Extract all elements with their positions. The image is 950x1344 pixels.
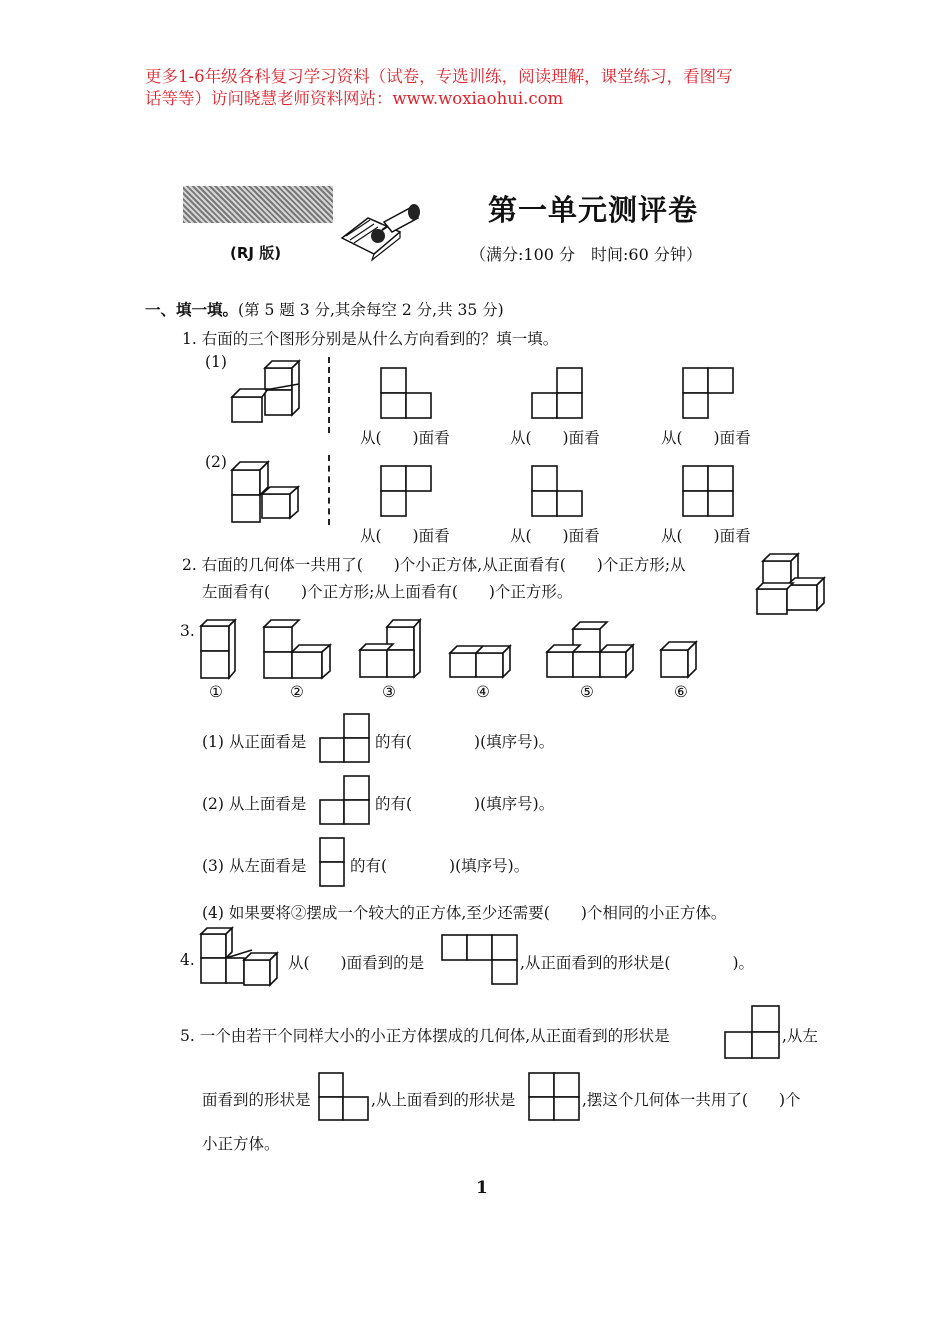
- q1-view-2c: [683, 466, 733, 516]
- q3-sub4: (4) 如果要将②摆成一个较大的正方体,至少还需要( )个相同的小正方体。: [202, 904, 727, 922]
- q1-caption-2: 从( )面看: [510, 429, 600, 447]
- q1-view-1a: [381, 368, 431, 418]
- q4-solid: [201, 928, 277, 985]
- q3-solid-5: [547, 622, 633, 677]
- q1-caption-3: 从( )面看: [661, 429, 751, 447]
- section-note: (第 5 题 3 分,其余每空 2 分,共 35 分): [238, 301, 504, 319]
- q1-caption-1: 从( )面看: [360, 429, 450, 447]
- q4-view-shape: [442, 935, 517, 984]
- page-number: 1: [476, 1178, 488, 1198]
- q1-solid-2: [232, 462, 298, 522]
- q1-solid-1: [232, 361, 299, 422]
- page-title: 第一单元测评卷: [488, 193, 699, 227]
- q1-view-2b: [532, 466, 582, 516]
- q1-caption-5: 从( )面看: [510, 527, 600, 545]
- q5-text-d: ,从上面看到的形状是: [371, 1091, 516, 1109]
- section-title: 一、填一填。: [145, 301, 239, 319]
- q5-top-shape: [529, 1073, 579, 1120]
- q1-caption-6: 从( )面看: [661, 527, 751, 545]
- q2-line-1: 2. 右面的几何体一共用了( )个小正方体,从正面看有( )个正方形;从: [182, 556, 686, 574]
- q3-solid-1: [201, 620, 235, 678]
- q3-label-6: ⑥: [674, 683, 688, 701]
- q2-line-2: 左面看有( )个正方形;从上面看有( )个正方形。: [202, 583, 573, 601]
- q3-label-1: ①: [209, 683, 223, 701]
- q1-part2-label: (2): [205, 453, 227, 471]
- q3-solid-6: [661, 642, 696, 677]
- q3-shape-top: [320, 776, 369, 824]
- score-time-info: （满分:100 分 时间:60 分钟）: [470, 245, 702, 264]
- promo-line-2: 话等等）访问晓慧老师资料网站：www.woxiaohui.com: [145, 89, 564, 108]
- q5-front-shape: [725, 1006, 779, 1058]
- q4-number: 4.: [180, 951, 195, 969]
- q3-sub1-suffix: 的有( )(填序号)。: [375, 733, 555, 751]
- q3-solid-2: [264, 620, 330, 678]
- q5-text-f: 小正方体。: [202, 1135, 280, 1153]
- q3-solid-3: [360, 620, 420, 677]
- q3-shape-left: [320, 838, 344, 886]
- q3-label-2: ②: [290, 683, 304, 701]
- q1-view-1c: [683, 368, 733, 418]
- q3-sub1-prefix: (1) 从正面看是: [202, 733, 307, 751]
- q5-left-shape: [319, 1073, 368, 1120]
- q3-number: 3.: [180, 622, 195, 640]
- q1-view-1b: [532, 368, 582, 418]
- promo-line-1: 更多1-6年级各科复习学习资料（试卷，专选训练，阅读理解，课堂练习，看图写: [145, 67, 733, 86]
- q1-caption-4: 从( )面看: [360, 527, 450, 545]
- q5-text-e: ,摆这个几何体一共用了( )个: [582, 1091, 801, 1109]
- q3-sub2-prefix: (2) 从上面看是: [202, 795, 307, 813]
- q3-shape-front: [320, 714, 369, 762]
- q5-text-a: 5. 一个由若干个同样大小的小正方体摆成的几何体,从正面看到的形状是: [180, 1027, 670, 1045]
- q5-text-b: ,从左: [782, 1027, 818, 1045]
- q5-text-c: 面看到的形状是: [202, 1091, 311, 1109]
- q1-part1-label: (1): [205, 353, 227, 371]
- q2-solid: [757, 554, 824, 614]
- q1-stem: 1. 右面的三个图形分别是从什么方向看到的？填一填。: [182, 330, 559, 348]
- edition-label: (RJ 版): [230, 244, 282, 262]
- q1-view-2a: [381, 466, 431, 516]
- q3-solid-4: [450, 646, 510, 677]
- q3-label-5: ⑤: [580, 683, 594, 701]
- q3-sub2-suffix: 的有( )(填序号)。: [375, 795, 555, 813]
- q3-sub3-suffix: 的有( )(填序号)。: [350, 857, 530, 875]
- q3-sub3-prefix: (3) 从左面看是: [202, 857, 307, 875]
- q4-text-b: ,从正面看到的形状是( )。: [520, 954, 755, 972]
- q3-label-4: ④: [476, 683, 490, 701]
- q3-label-3: ③: [382, 683, 396, 701]
- q4-text-a: 从( )面看到的是: [288, 954, 425, 972]
